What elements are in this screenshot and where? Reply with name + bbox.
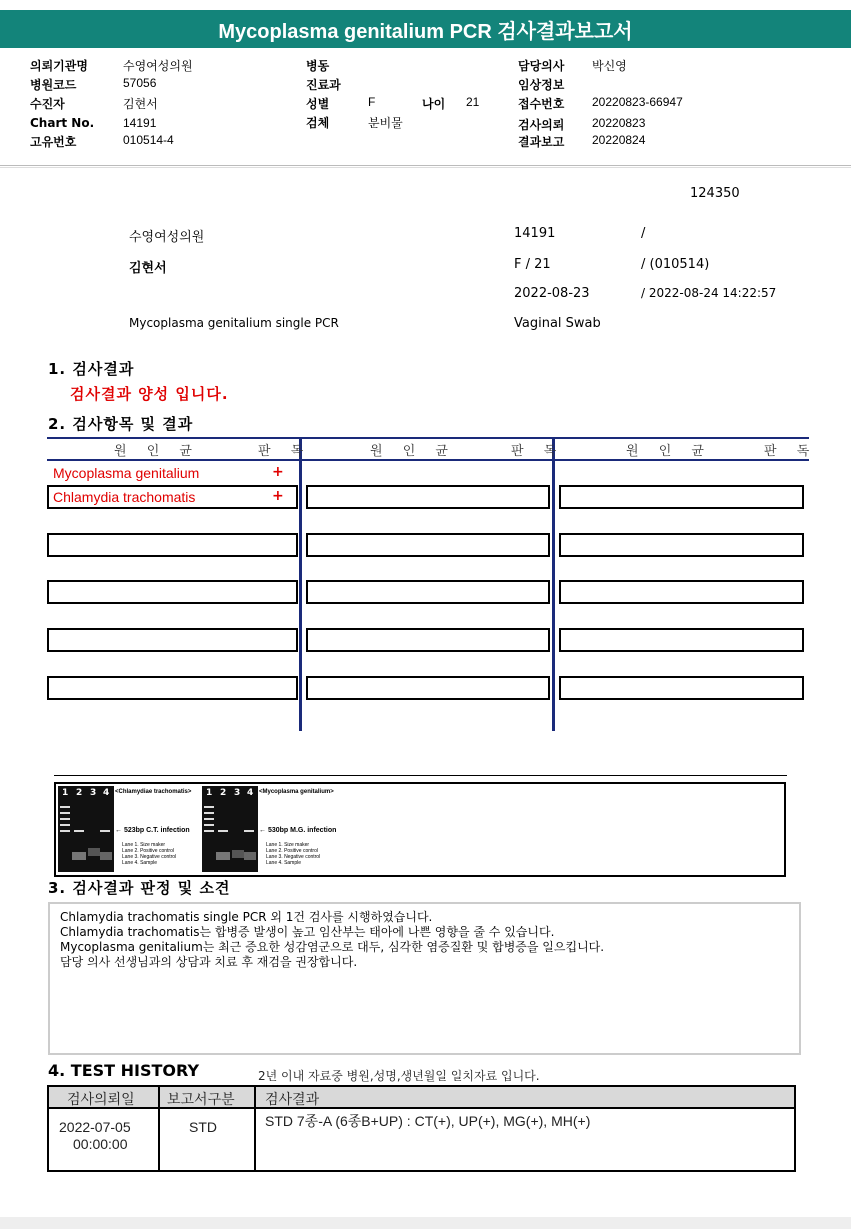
hospital-label: 의뢰기관명 — [30, 59, 88, 73]
sex-label: 성별 — [306, 97, 330, 111]
germ-mycoplasma: Mycoplasma genitalium — [53, 465, 200, 481]
results-table-divider-1 — [299, 437, 302, 731]
patient-value: 김현서 — [123, 97, 158, 111]
legend-line: Lane 4. Sample — [122, 860, 158, 866]
gel-mg-band-label: ← 530bp M.G. infection — [259, 827, 337, 834]
doctor-label: 담당의사 — [518, 59, 565, 73]
opinion-box — [48, 902, 801, 1055]
judge-chlamydia: + — [272, 488, 284, 504]
legend-line: Lane 2. Positive control — [266, 848, 318, 854]
col-judge-1: 판 독 — [258, 444, 312, 459]
result-cell — [47, 533, 298, 557]
result-cell — [559, 580, 804, 604]
gel-band — [204, 812, 214, 814]
patient-label: 수진자 — [30, 97, 65, 111]
col-judge-3: 판 독 — [764, 444, 818, 459]
specimen-label: 검체 — [306, 116, 330, 130]
request-value: 20220823 — [592, 116, 646, 130]
legend-line: Lane 4. Sample — [266, 860, 302, 866]
germ-chlamydia: Chlamydia trachomatis — [53, 489, 196, 505]
col-judge-2: 판 독 — [511, 444, 565, 459]
gel-band — [204, 830, 214, 832]
page-footer — [0, 1217, 851, 1229]
gel-band — [204, 806, 214, 808]
ward-label: 병동 — [306, 59, 330, 73]
clinical-label: 임상정보 — [518, 78, 565, 92]
history-col-result: 검사결과 — [265, 1092, 320, 1108]
info-chart: 14191 — [514, 226, 556, 241]
gel-mg-legend — [266, 842, 320, 866]
history-time: 00:00:00 — [73, 1136, 128, 1152]
result-cell — [47, 580, 298, 604]
info-slash: / — [641, 226, 646, 241]
dept-label: 진료과 — [306, 78, 341, 92]
result-cell — [559, 676, 804, 700]
gel-smear — [72, 852, 86, 860]
age-label: 나이 — [422, 97, 446, 111]
results-table-header-border — [47, 459, 809, 461]
col-germ-1: 원 인 균 — [114, 444, 200, 459]
history-note: 2년 이내 자료중 병원,성명,생년월일 일치자료 입니다. — [258, 1069, 540, 1083]
gel-smear — [244, 852, 256, 860]
info-hospital: 수영여성의원 — [129, 230, 205, 245]
result-cell — [559, 628, 804, 652]
opinion-line: Chlamydia trachomatis는 합병증 발생이 높고 임산부는 태아에 나쁜 영향을 줄 수 있습니다. — [60, 925, 555, 939]
gel-band — [74, 830, 84, 832]
lane-label: 2 — [76, 788, 83, 798]
results-table-divider-2 — [552, 437, 555, 731]
info-report-datetime: / 2022-08-24 14:22:57 — [641, 286, 777, 300]
legend-line: Lane 1. Size maker — [266, 842, 310, 848]
sex-value: F — [368, 95, 376, 109]
history-result: STD 7종-A (6종B+UP) : CT(+), UP(+), MG(+), MH(+) — [265, 1113, 591, 1129]
receipt-label: 접수번호 — [518, 97, 565, 111]
history-col-type: 보고서구분 — [167, 1092, 235, 1108]
history-date: 2022-07-05 — [59, 1119, 131, 1135]
receipt-value: 20220823-66947 — [592, 95, 683, 109]
history-header-row — [49, 1087, 794, 1109]
gel-band — [60, 830, 70, 832]
legend-line: Lane 1. Size maker — [122, 842, 166, 848]
judge-mycoplasma: + — [272, 464, 284, 480]
result-cell — [306, 676, 550, 700]
lane-label: 1 — [206, 788, 213, 798]
col-germ-2: 원 인 균 — [370, 444, 456, 459]
opinion-line: Chlamydia trachomatis single PCR 외 1건 검사를 시행하였습니다. — [60, 910, 433, 924]
history-divider — [158, 1087, 160, 1170]
opinion-line: Mycoplasma genitalium는 최근 증요한 성감염군으로 대두, 심각한 염증질환 및 합병증을 일으킵니다. — [60, 940, 605, 954]
legend-line: Lane 3. Negative control — [266, 854, 321, 860]
gel-smear — [216, 852, 230, 860]
info-test-name: Mycoplasma genitalium single PCR — [129, 316, 339, 330]
col-germ-3: 원 인 균 — [626, 444, 712, 459]
info-request-date: 2022-08-23 — [514, 286, 590, 301]
results-table-top-border — [47, 437, 809, 439]
gel-smear — [100, 852, 112, 860]
lane-label: 3 — [234, 788, 241, 798]
gel-ct-band-label: ← 523bp C.T. infection — [115, 827, 190, 834]
info-id: / (010514) — [641, 257, 710, 272]
info-sex-age: F / 21 — [514, 257, 551, 272]
result-cell — [559, 485, 804, 509]
age-value: 21 — [466, 95, 480, 109]
gel-band — [100, 830, 110, 832]
gel-band — [60, 818, 70, 820]
header-divider-shadow — [0, 167, 851, 168]
report-value: 20220824 — [592, 133, 646, 147]
gel-ct-legend — [122, 842, 176, 866]
lane-label: 2 — [220, 788, 227, 798]
chart-label: Chart No. — [30, 116, 95, 130]
header-divider — [0, 165, 851, 166]
gel-band — [204, 818, 214, 820]
legend-line: Lane 3. Negative control — [122, 854, 177, 860]
gel-band — [244, 830, 254, 832]
result-cell — [306, 580, 550, 604]
result-cell — [47, 676, 298, 700]
gel-band — [218, 830, 228, 832]
code-value: 57056 — [123, 76, 157, 90]
history-table — [47, 1085, 796, 1172]
gel-mg-title: <Mycoplasma genitalium> — [259, 789, 334, 795]
history-type: STD — [189, 1119, 217, 1135]
gel-top-rule — [54, 775, 787, 776]
specimen-value: 분비물 — [368, 116, 403, 130]
report-label: 결과보고 — [518, 135, 565, 149]
doctor-value: 박신영 — [592, 59, 627, 73]
result-cell — [306, 485, 550, 509]
gel-band — [60, 806, 70, 808]
opinion-line: 담당 의사 선생님과의 상담과 치료 후 재검을 권장합니다. — [60, 955, 358, 969]
code-label: 병원코드 — [30, 78, 77, 92]
result-cell — [559, 533, 804, 557]
gel-band — [204, 824, 214, 826]
gel-band — [60, 824, 70, 826]
id-value: 010514-4 — [123, 133, 174, 147]
history-divider — [254, 1087, 256, 1170]
gel-smear — [88, 848, 100, 856]
lane-label: 1 — [62, 788, 69, 798]
section2-title: 2. 검사항목 및 결과 — [48, 415, 194, 433]
history-col-date: 검사의뢰일 — [67, 1092, 135, 1108]
lane-label: 4 — [247, 788, 254, 798]
request-label: 검사의뢰 — [518, 118, 565, 132]
gel-smear — [232, 850, 244, 858]
info-sample: Vaginal Swab — [514, 316, 601, 331]
report-number: 124350 — [690, 186, 740, 201]
section1-title: 1. 검사결과 — [48, 360, 135, 378]
report-title: Mycoplasma genitalium PCR 검사결과보고서 — [0, 10, 851, 48]
gel-ct-title: <Chlamydiae trachomatis> — [115, 789, 192, 795]
section4-title: 4. TEST HISTORY — [48, 1061, 200, 1080]
info-patient: 김현서 — [129, 261, 167, 276]
section3-title: 3. 검사결과 판정 및 소견 — [48, 879, 231, 897]
lane-label: 3 — [90, 788, 97, 798]
positive-result: 검사결과 양성 입니다. — [70, 385, 229, 403]
hospital-value: 수영여성의원 — [123, 59, 193, 73]
lane-label: 4 — [103, 788, 110, 798]
chart-value: 14191 — [123, 116, 157, 130]
result-cell — [47, 628, 298, 652]
result-cell — [306, 533, 550, 557]
result-cell — [306, 628, 550, 652]
legend-line: Lane 2. Positive control — [122, 848, 174, 854]
id-label: 고유번호 — [30, 135, 77, 149]
gel-band — [60, 812, 70, 814]
